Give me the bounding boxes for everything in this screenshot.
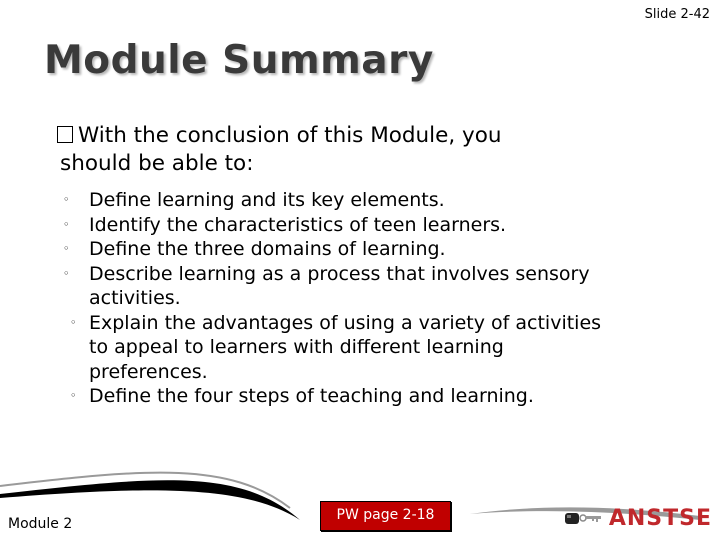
keys-icon: [563, 504, 605, 532]
objectives-list: [60, 188, 680, 409]
circle-bullet-icon: ◦: [70, 389, 77, 402]
main-bullet-line2: should be able to:: [60, 151, 254, 176]
anstse-logo: [563, 504, 712, 532]
slide-content: [60, 122, 680, 409]
brand-name: ANSTSE: [608, 505, 712, 531]
objective-item: ◦ Define the four steps of teaching and learning.: [70, 385, 534, 407]
objective-item: ◦ Define learning and its key elements.: [63, 189, 445, 211]
pw-page-label: PW page 2-18: [336, 507, 435, 523]
objective-item: ◦ Define the three domains of learning.: [63, 238, 446, 260]
main-bullet: [60, 122, 680, 178]
square-bullet-icon: [57, 126, 73, 143]
objective-item: ◦ Explain the advantages of using a variety of activities to appeal to learners with different learning preferences.: [70, 311, 602, 383]
circle-bullet-icon: ◦: [63, 193, 70, 206]
objective-item: ◦ Describe learning as a process that involves sensory activities.: [63, 262, 590, 309]
circle-bullet-icon: ◦: [63, 266, 70, 280]
pw-page-badge: [320, 501, 451, 531]
circle-bullet-icon: ◦: [70, 315, 77, 329]
slide-title: Module Summary: [44, 38, 434, 83]
slide-number: Slide 2-42: [644, 7, 710, 22]
module-label: Module 2: [8, 516, 73, 532]
objective-item: ◦ Identify the characteristics of teen learners.: [63, 213, 507, 236]
main-bullet-line1: With the conclusion of this Module, you: [78, 123, 502, 148]
circle-bullet-icon: ◦: [63, 242, 70, 255]
circle-bullet-icon: ◦: [63, 217, 70, 231]
